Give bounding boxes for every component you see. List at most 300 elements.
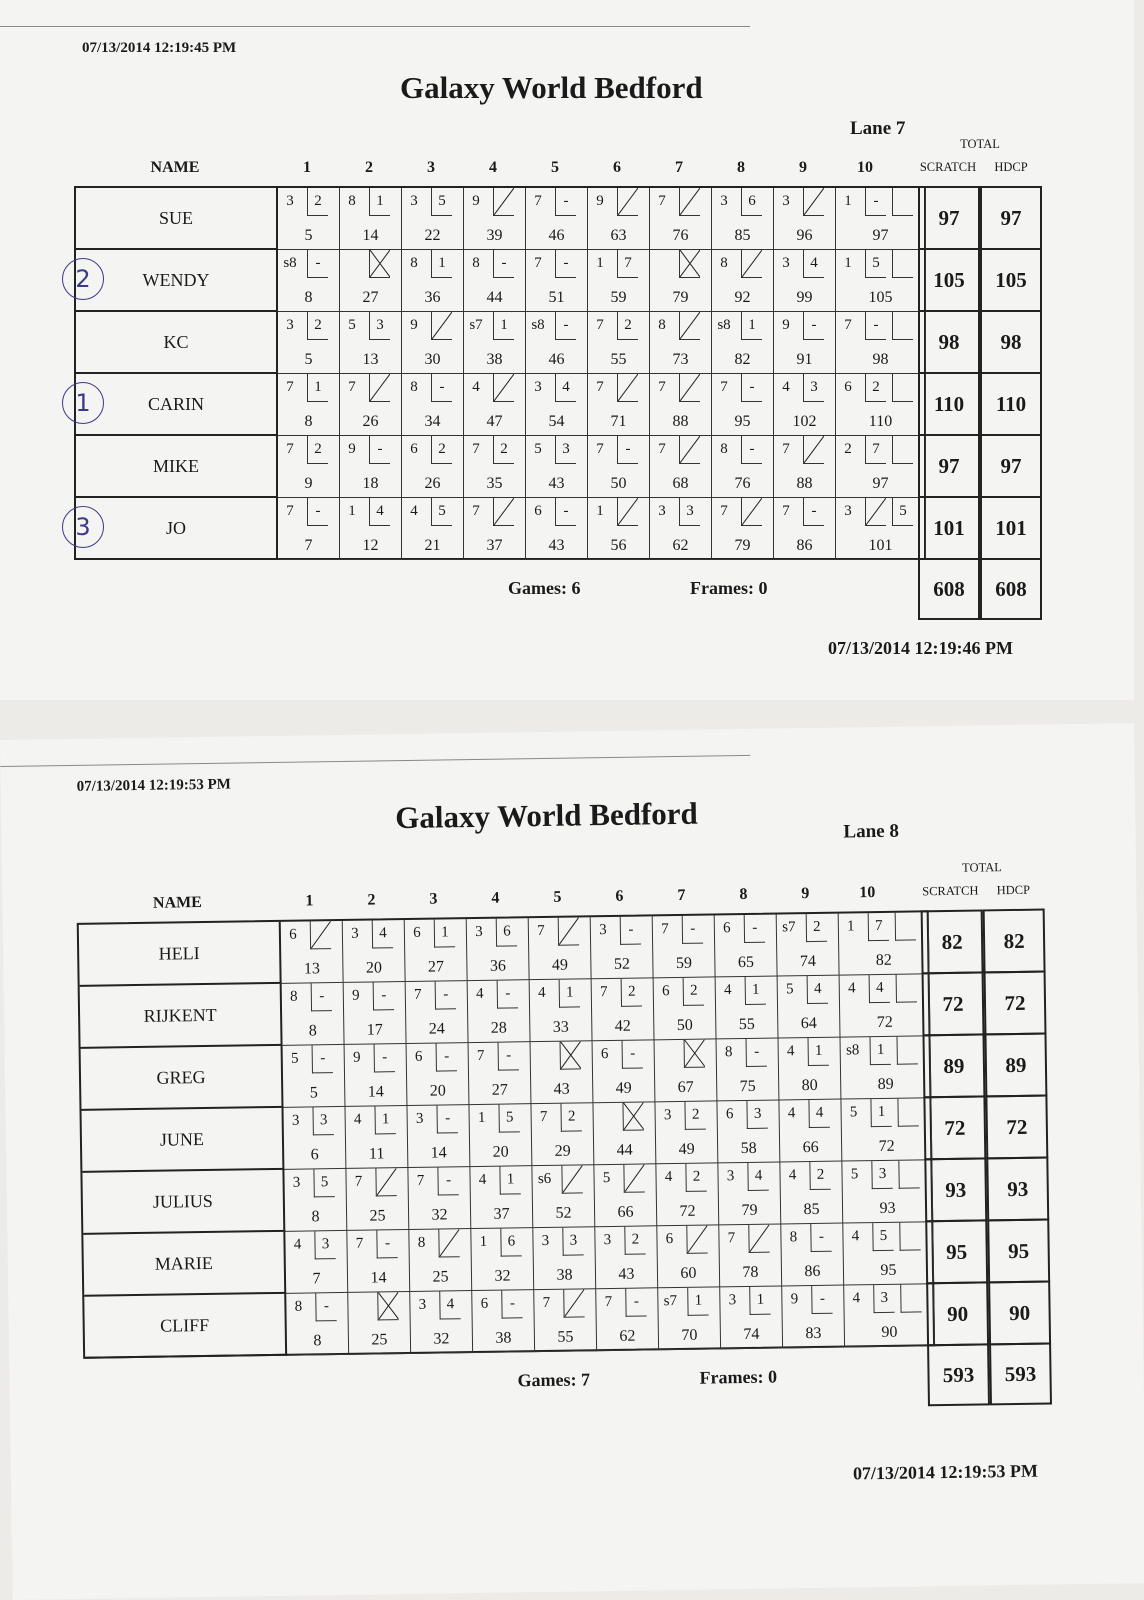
ball-1: 3 (410, 193, 418, 209)
header-frame-8: 8 (737, 159, 745, 176)
cumulative-score: 79 (734, 537, 751, 554)
cumulative-score: 49 (551, 956, 569, 974)
frame-cell (468, 980, 531, 1043)
header-frame-1: 1 (303, 159, 311, 176)
ball-2: 1 (307, 374, 328, 402)
ball-1: 4 (478, 1171, 487, 1188)
ball-2: 3 (871, 1161, 892, 1189)
frame-cell (654, 977, 717, 1040)
ball-1 (595, 1103, 615, 1130)
ball-3 (892, 250, 913, 278)
ball-1: 7 (604, 1293, 613, 1311)
frame-cell (407, 1105, 470, 1168)
ball-1: 8 (472, 255, 480, 271)
ball-1: s8 (845, 1042, 860, 1059)
ball-1: s6 (537, 1170, 552, 1188)
cumulative-score: 95 (734, 413, 751, 430)
cumulative-score: 63 (610, 227, 627, 244)
frame-cell (840, 974, 931, 1037)
ball-1: 9 (782, 317, 790, 333)
ball-2 (741, 498, 762, 526)
spare-mark (311, 921, 331, 948)
player-name: GREG (81, 1046, 284, 1111)
frame-cell (278, 250, 340, 312)
cumulative-score: 33 (552, 1018, 569, 1036)
strike-mark (680, 250, 700, 277)
player-name: JULIUS (82, 1170, 285, 1235)
frame-cell (844, 1284, 935, 1347)
frame-cell (402, 188, 464, 250)
scratch-total: 95 (925, 1219, 988, 1284)
ball-1: 2 (844, 441, 852, 457)
frame-cell (650, 188, 712, 250)
ball-2: 2 (307, 312, 328, 340)
cumulative-score: 85 (734, 227, 751, 244)
frame-cell (533, 1227, 596, 1290)
frame-cell (650, 250, 712, 312)
ball-2: 4 (808, 1100, 829, 1128)
cumulative-score: 59 (675, 954, 693, 972)
frame-cell (781, 1224, 844, 1287)
header-frame-8: 8 (739, 885, 748, 904)
frame-cell (719, 1224, 782, 1287)
frame-cell (286, 1293, 349, 1356)
cumulative-score: 74 (799, 952, 817, 971)
ball-2 (741, 250, 762, 278)
ball-2 (377, 1292, 398, 1320)
frame-cell (588, 250, 650, 312)
frame-cell (347, 1230, 410, 1293)
cumulative-score: 71 (610, 413, 627, 430)
cumulative-score: 5 (304, 351, 313, 368)
frame-cell (588, 498, 650, 560)
player-name: WENDY (76, 250, 278, 312)
ball-1: 3 (728, 1292, 737, 1309)
ball-1: 3 (603, 1231, 612, 1249)
ball-2 (679, 436, 700, 464)
frame-cell (526, 374, 588, 436)
cumulative-score: 25 (432, 1268, 449, 1286)
ball-1: 8 (724, 1044, 733, 1061)
ball-1: 7 (534, 193, 542, 209)
ball-2: 2 (560, 1103, 581, 1131)
ball-3 (899, 1222, 920, 1250)
ball-1: 6 (661, 983, 670, 1000)
frame-cell (340, 250, 402, 312)
cumulative-score: 80 (801, 1076, 818, 1095)
ball-1: 4 (664, 1169, 673, 1186)
ball-2 (438, 1229, 459, 1257)
frame-cell (836, 498, 926, 560)
frame-cell (405, 919, 468, 982)
ball-1: 7 (355, 1235, 364, 1252)
ball-1: 3 (351, 925, 359, 942)
ball-2: 4 (869, 975, 890, 1003)
frame-cell (779, 1100, 842, 1163)
ball-2: - (617, 436, 638, 464)
ball-1: 1 (846, 918, 855, 935)
ball-2: - (803, 498, 824, 526)
header-frame-3: 3 (429, 890, 438, 908)
cumulative-score: 65 (737, 953, 755, 972)
ball-1: 8 (289, 988, 298, 1005)
ball-1: s7 (663, 1293, 678, 1310)
spare-mark (618, 498, 638, 525)
frame-cell (402, 436, 464, 498)
ball-1: 5 (290, 1050, 299, 1067)
header-name: NAME (150, 159, 200, 176)
cumulative-score: 28 (490, 1019, 507, 1037)
cumulative-score: 97 (872, 227, 889, 244)
ball-1: 8 (410, 379, 418, 395)
frame-cell (402, 312, 464, 374)
header-frame-7: 7 (675, 159, 683, 176)
scratch-total: 82 (921, 909, 984, 974)
spare-mark (742, 250, 762, 277)
cumulative-score: 92 (734, 289, 751, 306)
ball-2: - (436, 1105, 457, 1133)
scratch-total: 72 (923, 1095, 986, 1160)
ball-2 (560, 1041, 581, 1069)
frame-cell (285, 1231, 348, 1294)
ball-1: 7 (720, 503, 728, 519)
header-frame-3: 3 (427, 159, 435, 176)
ball-1: 5 (849, 1104, 858, 1121)
ball-2: 6 (741, 188, 762, 216)
cumulative-score: 8 (304, 289, 313, 306)
frame-cell (593, 1102, 656, 1165)
frame-cell (712, 312, 774, 374)
spare-mark (618, 188, 638, 215)
ball-2 (684, 1040, 705, 1068)
cumulative-score: 27 (491, 1081, 508, 1099)
ball-1: 4 (475, 985, 484, 1002)
ball-1: 8 (658, 317, 666, 333)
ball-3 (898, 1160, 919, 1188)
ball-2 (679, 188, 700, 216)
ball-2: 4 (807, 976, 828, 1004)
hdcp-total: 97 (980, 434, 1042, 498)
frame-cell (712, 188, 774, 250)
ball-2: - (501, 1290, 522, 1318)
ball-2 (617, 374, 638, 402)
cumulative-score: 14 (367, 1083, 384, 1101)
ball-1: 9 (596, 193, 604, 209)
ball-1: 1 (596, 255, 604, 271)
ball-2: 5 (431, 498, 452, 526)
header-frame-10: 10 (857, 159, 873, 176)
ball-2: - (311, 983, 332, 1011)
ball-2 (803, 188, 824, 216)
spare-mark (370, 374, 390, 401)
scratch-total: 72 (922, 971, 985, 1036)
ball-2: - (498, 1042, 519, 1070)
cumulative-score: 26 (362, 413, 379, 430)
cumulative-score: 26 (424, 475, 441, 492)
frames-count: Frames: 0 (690, 578, 768, 598)
cumulative-score: 38 (556, 1266, 573, 1284)
ball-2: 3 (314, 1231, 335, 1259)
ball-1: 3 (663, 1107, 672, 1124)
frame-cell (283, 1107, 346, 1170)
frame-cell (657, 1225, 720, 1288)
venue-title: Galaxy World Bedford (400, 70, 703, 105)
cumulative-score: 105 (868, 289, 893, 306)
ball-2: 2 (493, 436, 514, 464)
ball-2: - (312, 1045, 333, 1073)
cumulative-score: 76 (672, 227, 689, 244)
ball-2: 1 (374, 1106, 395, 1134)
ball-2: 2 (684, 1102, 705, 1130)
frame-cell (464, 374, 526, 436)
frame-cell (717, 1100, 780, 1163)
ball-1: 6 (665, 1231, 674, 1248)
frame-cell (588, 188, 650, 250)
ball-2: 3 (562, 1227, 583, 1255)
scratch-total: 97 (918, 434, 980, 498)
cumulative-score: 59 (610, 289, 627, 306)
ball-1: 7 (539, 1108, 548, 1126)
cumulative-score: 35 (486, 475, 503, 492)
frame-cell (472, 1290, 535, 1353)
cumulative-score: 67 (677, 1078, 694, 1096)
hdcp-total: 110 (980, 372, 1042, 436)
ball-2: - (307, 250, 328, 278)
frame-cell (410, 1291, 473, 1354)
ball-2: 1 (499, 1166, 520, 1194)
frame-cell (778, 976, 841, 1039)
scratch-total: 93 (924, 1157, 987, 1222)
ball-2: - (555, 312, 576, 340)
ball-3 (895, 912, 916, 940)
ball-1: 4 (537, 984, 546, 1002)
ball-2: - (810, 1224, 831, 1252)
frame-cell (712, 250, 774, 312)
ball-2: - (555, 188, 576, 216)
ball-1: 4 (723, 982, 732, 999)
ball-2: 7 (617, 250, 638, 278)
frame-cell (774, 498, 836, 560)
cumulative-score: 85 (803, 1200, 820, 1219)
cumulative-score: 9 (304, 475, 313, 492)
ball-1: 3 (541, 1232, 550, 1250)
ball-1: 3 (415, 1110, 424, 1127)
cumulative-score: 64 (800, 1014, 817, 1033)
ball-2 (558, 917, 579, 945)
ball-2 (493, 498, 514, 526)
ball-2 (310, 921, 331, 949)
cumulative-score: 58 (740, 1139, 757, 1158)
frame-cell (526, 188, 588, 250)
frame-cell (655, 1101, 718, 1164)
frame-cell (464, 498, 526, 560)
ball-3 (892, 374, 913, 402)
ball-2: 5 (498, 1104, 519, 1132)
spare-mark (494, 498, 514, 525)
cumulative-score: 5 (304, 227, 313, 244)
ball-1: 1 (844, 255, 852, 271)
ball-2: - (803, 312, 824, 340)
cumulative-score: 89 (877, 1075, 894, 1094)
ball-1: 7 (720, 379, 728, 395)
header-frame-10: 10 (859, 884, 876, 902)
header-frame-6: 6 (615, 887, 624, 905)
frame-cell (402, 498, 464, 560)
cumulative-score: 38 (486, 351, 503, 368)
ball-1: 6 (414, 1048, 423, 1065)
cumulative-score: 14 (430, 1144, 447, 1162)
spare-mark (564, 1289, 584, 1316)
ball-1: 4 (472, 379, 480, 395)
frame-cell (841, 1098, 932, 1161)
header-frame-9: 9 (801, 885, 810, 903)
ball-2 (369, 250, 390, 278)
cumulative-score: 74 (743, 1325, 760, 1344)
frame-cell (774, 374, 836, 436)
ball-2: - (436, 1043, 457, 1071)
frame-cell (343, 920, 406, 983)
frame-cell (718, 1162, 781, 1225)
ball-1: 7 (782, 441, 790, 457)
ball-1: 7 (413, 986, 422, 1003)
header-name: NAME (152, 894, 202, 912)
ball-1: 7 (416, 1172, 425, 1189)
cumulative-score: 50 (676, 1016, 693, 1034)
spare-mark (687, 1226, 707, 1253)
cumulative-score: 21 (424, 537, 441, 554)
scratch-total: 101 (918, 496, 980, 560)
ball-3: 5 (892, 498, 913, 526)
cumulative-score: 12 (362, 537, 379, 554)
ball-2: 5 (431, 188, 452, 216)
frame-cell (464, 436, 526, 498)
frame-cell (777, 914, 840, 977)
ball-2: 2 (621, 979, 642, 1007)
frame-cell (836, 188, 926, 250)
cumulative-score: 8 (311, 1208, 320, 1226)
ball-1: s8 (717, 317, 731, 333)
frame-cell (779, 1038, 842, 1101)
cumulative-score: 68 (672, 475, 689, 492)
ball-1: 7 (596, 379, 604, 395)
ball-1: 5 (850, 1166, 859, 1183)
frame-cell (656, 1163, 719, 1226)
ball-2: 1 (741, 312, 762, 340)
spare-mark (680, 374, 700, 401)
frame-cell (281, 921, 344, 984)
ball-1: 9 (410, 317, 418, 333)
frame-cell (340, 374, 402, 436)
frames-count: Frames: 0 (699, 1366, 778, 1388)
frame-cell (532, 1165, 595, 1228)
frame-cell (782, 1286, 845, 1349)
cumulative-score: 86 (796, 537, 813, 554)
cumulative-score: 8 (308, 1022, 317, 1040)
cumulative-score: 97 (872, 475, 889, 492)
frame-cell (843, 1222, 934, 1285)
cumulative-score: 6 (310, 1146, 319, 1164)
frame-cell (526, 498, 588, 560)
ball-2: 2 (307, 188, 328, 216)
spare-mark (432, 312, 452, 339)
ball-2: - (374, 1044, 395, 1072)
ball-2: 7 (868, 913, 889, 941)
ball-2 (679, 250, 700, 278)
cumulative-score: 18 (362, 475, 379, 492)
spare-mark (680, 312, 700, 339)
ball-1: 5 (602, 1169, 611, 1187)
cumulative-score: 79 (741, 1201, 758, 1220)
ball-1: 8 (410, 255, 418, 271)
ball-1: 9 (348, 441, 356, 457)
cumulative-score: 36 (489, 957, 507, 975)
frame-cell (839, 912, 930, 975)
hdcp-total: 90 (988, 1280, 1051, 1345)
cumulative-score: 55 (557, 1328, 574, 1346)
scratch-total: 97 (918, 186, 980, 250)
scratch-total: 90 (926, 1281, 989, 1346)
ball-2: - (682, 916, 703, 944)
ball-2: 3 (803, 374, 824, 402)
frame-cell (655, 1039, 718, 1102)
ball-1: 7 (658, 379, 666, 395)
ball-1: 4 (851, 1228, 860, 1245)
header-frame-2: 2 (365, 159, 373, 176)
ball-2: 2 (683, 978, 704, 1006)
frame-cell (526, 436, 588, 498)
ball-1: s7 (782, 919, 796, 936)
cumulative-score: 37 (486, 537, 503, 554)
frame-cell (588, 374, 650, 436)
ball-1: 7 (661, 921, 669, 938)
frame-cell (717, 1038, 780, 1101)
ball-2: 4 (439, 1291, 460, 1319)
ball-2: - (435, 981, 456, 1009)
ball-1: 5 (785, 981, 794, 998)
cumulative-score: 72 (876, 1013, 893, 1032)
ball-1: 7 (599, 984, 608, 1001)
hdcp-total: 97 (980, 186, 1042, 250)
frame-cell (409, 1229, 472, 1292)
ball-1: 3 (418, 1296, 427, 1313)
cumulative-score: 20 (492, 1143, 509, 1161)
grand-hdcp-total: 593 (989, 1342, 1052, 1405)
ball-2: - (625, 1288, 646, 1316)
top-edge-line (0, 26, 750, 27)
ball-1 (350, 1293, 370, 1320)
hdcp-total: 93 (986, 1156, 1049, 1221)
ball-3 (897, 1036, 918, 1064)
ball-1: 7 (286, 379, 294, 395)
cumulative-score: 79 (672, 289, 689, 306)
hdcp-total: 72 (985, 1095, 1048, 1160)
frame-cell (841, 1036, 932, 1099)
ball-2: 3 (555, 436, 576, 464)
cumulative-score: 8 (313, 1332, 322, 1350)
ball-2: 3 (679, 498, 700, 526)
player-name: MARIE (83, 1232, 286, 1297)
ball-2 (679, 312, 700, 340)
ball-1: 7 (354, 1173, 363, 1190)
frame-cell (340, 188, 402, 250)
ball-2: 5 (865, 250, 886, 278)
ball-2: - (373, 982, 394, 1010)
ball-2 (748, 1225, 769, 1253)
ball-2: 1 (369, 188, 390, 216)
ball-2 (865, 498, 886, 526)
ball-1: 1 (596, 503, 604, 519)
ball-2: 6 (500, 1228, 521, 1256)
